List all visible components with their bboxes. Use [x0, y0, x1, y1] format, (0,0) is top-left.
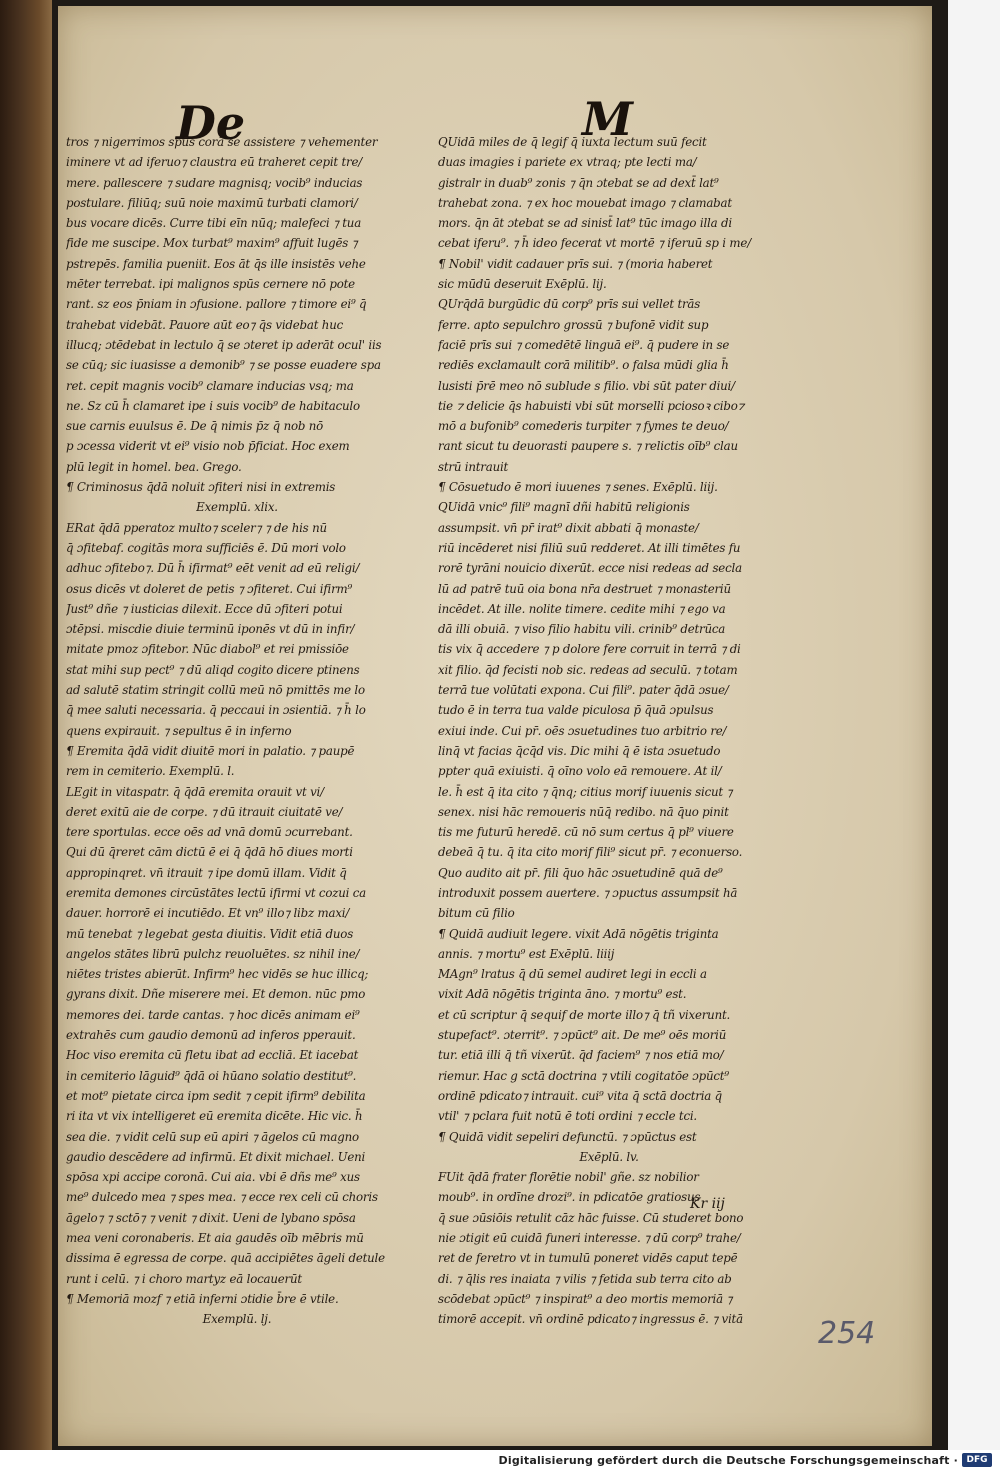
- text-line: ɔtēpsi. miscdie diuie terminū iponēs vt dū in infir/: [66, 622, 355, 637]
- text-line: gaudio descēdere ad infirmū. Et dixit michael. Ueni: [66, 1149, 366, 1164]
- text-line: ppter quā exiuisti. q̄ oīno volo eā remouere. At il/: [438, 764, 722, 779]
- text-line: Quo audito ait pr̄. fili q̄uo hāc ɔsuetudinē quā de⁹: [438, 865, 723, 880]
- text-line: mitate pmoz ɔfitebor. Nūc diabol⁹ et rei pmissiōe: [66, 642, 349, 657]
- text-line: vixit Adā nōgētis triginta āno. ⁊ mortu⁹ est.: [438, 987, 687, 1002]
- text-line: et cū scriptur q̄ sequif de morte illo⁊ q̄ tñ vixerunt.: [438, 1007, 731, 1022]
- text-line: rem in cemiterio. Exemplū. l.: [66, 764, 235, 779]
- text-line: angelos stātes librū pulchz reuoluētes. sz nihil ine/: [66, 946, 360, 961]
- text-line: plū legit in homel. bea. Grego.: [66, 459, 242, 474]
- text-line: trahebat zona. ⁊ ex hoc mouebat imago ⁊ clamabat: [438, 195, 732, 210]
- text-line: xit filio. q̄d fecisti nob sic. redeas ad seculū. ⁊ totam: [438, 662, 738, 677]
- text-line: riemur. Hac g sctā doctrina ⁊ vtili cogitatōe ɔpūct⁹: [438, 1068, 729, 1083]
- text-line: nie ɔtigit eū cuidā funeri interesse. ⁊ dū corp⁹ trahe/: [438, 1231, 741, 1246]
- text-line: sea die. ⁊ vidit celū sup eū apiri ⁊ āgelos cū magno: [66, 1129, 359, 1144]
- text-line: rant sicut tu deuorasti paupere s. ⁊ relictis oīb⁹ clau: [438, 439, 738, 454]
- text-line: appropinqret. vn̄ itrauit ⁊ ipe domū illam. Vidit q̄: [66, 865, 347, 880]
- text-line: fide me suscipe. Mox turbat⁹ maxim⁹ affuit lugēs ⁊: [66, 236, 358, 251]
- text-line: p ɔcessa viderit vt ei⁹ visio nob p̄ficiat. Hoc exem: [66, 439, 350, 454]
- text-line: me⁹ dulcedo mea ⁊ spes mea. ⁊ ecce rex celi cū choris: [66, 1190, 378, 1205]
- text-line: ordinē pdicato⁊ intrauit. cui⁹ vita q̄ sctā doctria q̄: [438, 1088, 723, 1103]
- text-line: moub⁹. in ordīne drozi⁹. in pdicatōe gratiosus: [438, 1190, 701, 1205]
- text-line: faciē prīs sui ⁊ comedētē linguā ei⁹. q̄ pudere in se: [438, 337, 730, 352]
- left-text-column: [66, 132, 408, 1330]
- footer-bar: [0, 1450, 1000, 1471]
- text-line: di. ⁊ q̄lis res inaiata ⁊ vilis ⁊ fetida sub terra cito ab: [438, 1271, 732, 1286]
- text-line: tros ⁊ nigerrimos spūs corā se assistere ⁊ vehementer: [66, 135, 378, 149]
- text-line: lū ad patrē tuū oia bona nr̄a destruet ⁊ monasteriū: [438, 581, 731, 596]
- text-line: quens expirauit. ⁊ sepultus ē in inferno: [66, 723, 292, 738]
- text-line: stupefact⁹. ɔterrit⁹. ⁊ ɔpūct⁹ ait. De me⁹ oēs moriū: [438, 1028, 727, 1043]
- text-line: FUit q̄dā frater florētie nobil' gñe. sz nobilior: [438, 1170, 699, 1185]
- text-line: mū tenebat ⁊ legebat gesta diuitis. Vidit etiā duos: [66, 926, 354, 941]
- text-line: annis. ⁊ mortu⁹ est Exēplū. liiij: [438, 946, 615, 961]
- text-line: vtil' ⁊ pclara fuit notū ē toti ordini ⁊ eccle tci.: [438, 1109, 697, 1124]
- text-line: QUidā miles de q̄ legif q̄ iuxta lectum suū fecit: [438, 135, 707, 149]
- text-line: ret de feretro vt in tumulū poneret vidēs caput tepē: [438, 1251, 738, 1266]
- right-text-column: [438, 132, 780, 1330]
- text-line: bitum cū filio: [438, 906, 515, 921]
- text-line: q̄ ɔfitebaf. cogitās mora sufficiēs ē. Dū mori volo: [66, 540, 346, 555]
- text-line: debeā q̄ tu. q̄ ita cito morif fili⁹ sicut pr̄. ⁊ econuerso.: [438, 845, 743, 860]
- text-line: pstrepēs. familia pueniit. Eos āt q̄s ille insistēs vehe: [66, 256, 366, 271]
- text-line: ¶ Criminosus q̄dā noluit ɔfiteri nisi in extremis: [66, 480, 336, 495]
- text-line: memores dei. tarde cantas. ⁊ hoc dicēs animam ei⁹: [66, 1007, 360, 1022]
- text-line: stat mihi sup pect⁹ ⁊ dū aliqd cogito dicere ptinens: [66, 662, 360, 677]
- text-line: ¶ Memoriā mozf ⁊ etiā inferni ɔtidie b̄re ē vtile.: [66, 1291, 339, 1306]
- text-line: et mot⁹ pietate circa ipm sedit ⁊ cepit ifirm⁹ debilita: [66, 1088, 366, 1103]
- text-line: ad salutē statim stringit collū meū nō pmittēs me lo: [66, 683, 365, 698]
- text-line: Exemplū. xlix.: [196, 500, 278, 515]
- footer-credit-text: Digitalisierung gefördert durch die Deutsche Forschungsgemeinschaft ·: [498, 1454, 958, 1467]
- text-line: scōdebat ɔpūct⁹ ⁊ inspirat⁹ a deo mortis memoriā ⁊: [438, 1291, 733, 1306]
- text-line: niētes tristes abierūt. Infirm⁹ hec vidēs se huc illicq;: [66, 967, 369, 982]
- header-left-letter: De: [176, 96, 246, 150]
- book-spine: [0, 0, 52, 1450]
- text-line: duas imagies i pariete ex vtraq; pte lecti ma/: [438, 155, 697, 170]
- text-line: senex. nisi hāc remoueris nūq̄ redibo. nā q̄uo pinit: [438, 804, 729, 819]
- text-line: QUrq̄dā burgūdic dū corp⁹ prīs sui vellet trās: [438, 297, 701, 312]
- text-line: rediēs exclamault corā militib⁹. o falsa mūdi glia h̄: [438, 358, 729, 373]
- signature-mark: Kr iij: [690, 1196, 725, 1212]
- text-line: LEgit in vitaspatr. q̄ q̄dā eremita orauit vt vi/: [66, 784, 324, 799]
- text-line: ¶ Nobil' vidit cadauer prīs sui. ⁊ (moria haberet: [438, 256, 713, 271]
- text-line: ferre. apto sepulchro grossū ⁊ bufonē vidit sup: [438, 317, 709, 332]
- text-line: ¶ Quidā audiuit legere. vixit Adā nōgētis triginta: [438, 926, 719, 941]
- handwritten-folio-number: 254: [818, 1316, 876, 1351]
- text-line: dissima ē egressa de corpe. quā accipiētes āgeli detule: [66, 1251, 385, 1266]
- text-line: in cemiterio lāguid⁹ q̄dā oi hūano solatio destitut⁹.: [66, 1068, 357, 1083]
- text-line: adhuc ɔfitebo⁊. Dū h̄ ifirmat⁹ eēt venit ad eū religi/: [66, 561, 360, 576]
- text-line: Exemplū. lj.: [202, 1312, 272, 1327]
- text-line: dauer. horrorē ei incutiēdo. Et vn⁹ illo⁊ libz maxi/: [66, 906, 350, 921]
- text-line: terrā tue volūtati expona. Cui fili⁹. pater q̄dā ɔsue/: [438, 683, 729, 698]
- text-line: ret. cepit magnis vocib⁹ clamare inducias vsq; ma: [66, 378, 354, 393]
- text-line: mō a bufonib⁹ comederis turpiter ⁊ fymes te deuo/: [438, 419, 729, 434]
- text-line: cebat iferu⁹. ⁊ h̄ ideo fecerat vt mortē ⁊ iferuū sp i me/: [438, 236, 751, 251]
- text-line: ri ita vt vix intelligeret eū eremita dicēte. Hic vic. h̄: [66, 1109, 363, 1124]
- text-line: ¶ Cōsuetudo ē mori iuuenes ⁊ senes. Exēplū. liij.: [438, 480, 718, 495]
- text-line: tie ⁊ delicie q̄s habuisti vbi sūt morselli pciosoꝛ cibo⁊: [438, 398, 745, 413]
- text-line: riū incēderet nisi filiū suū redderet. At illi timētes fu: [438, 540, 741, 555]
- text-line: dā illi obuiā. ⁊ viso filio habitu vili. crinib⁹ detrūca: [438, 622, 726, 637]
- text-line: se cūq; sic iuasisse a demonib⁹ ⁊ se posse euadere spa: [66, 358, 381, 373]
- header-right-letter: M: [582, 92, 633, 146]
- text-line: mēter terrebat. ipi malignos spūs cernere nō pote: [66, 277, 355, 292]
- text-line: illucq; ɔtēdebat in lectulo q̄ se ɔteret ip aderāt ocul' iis: [66, 337, 382, 352]
- text-line: QUidā vnic⁹ fili⁹ magnī dñi habitū religionis: [438, 500, 690, 515]
- text-line: timorē accepit. vn̄ ordinē pdicato⁊ ingressus ē. ⁊ vitā: [438, 1312, 743, 1327]
- text-line: extrahēs cum gaudio demonū ad inferos pperauit.: [66, 1028, 356, 1043]
- text-line: sue carnis euulsus ē. De q̄ nimis p̄z q̄ nob nō: [66, 419, 324, 434]
- text-line: q̄ mee saluti necessaria. q̄ peccaui in ɔsientiā. ⁊ h̄ lo: [66, 703, 366, 718]
- text-line: runt i celū. ⁊ i choro martyz eā locauerūt: [66, 1271, 302, 1286]
- text-line: MAgn⁹ lratus q̄ dū semel audiret legi in eccli a: [438, 967, 707, 982]
- text-line: introduxit possem auertere. ⁊ ɔpuctus assumpsit hā: [438, 885, 738, 900]
- text-line: rorē tyrāni nouicio dixerūt. ecce nisi redeas ad secla: [438, 561, 742, 576]
- text-line: tere sportulas. ecce oēs ad vnā domū ɔcurrebant.: [66, 825, 353, 840]
- text-line: lusisti p̄rē meo nō sublude s filio. vbi sūt pater diui/: [438, 378, 735, 393]
- text-line: āgelo⁊ ⁊ sctō⁊ ⁊ venit ⁊ dixit. Ueni de lybano spōsa: [66, 1210, 356, 1225]
- text-line: eremita demones circūstātes lectū ifirmi vt cozui ca: [66, 885, 367, 900]
- text-line: tur. etiā illi q̄ tñ vixerūt. q̄d faciem⁹ ⁊ nos etiā mo/: [438, 1048, 724, 1063]
- text-line: deret exitū aie de corpe. ⁊ dū itrauit ciuitatē ve/: [66, 804, 343, 819]
- viewer-margin: [948, 0, 1000, 1450]
- text-line: mors. q̄n āt ɔtebat se ad sinist̄ lat⁹ tūc imago illa di: [438, 216, 732, 231]
- text-line: rant. sz eos p̄niam in ɔfusione. pallore ⁊ timore ei⁹ q̄: [66, 297, 367, 312]
- text-line: exiui inde. Cui pr̄. oēs ɔsuetudines tuo arbitrio re/: [438, 723, 727, 738]
- text-line: q̄ sue ɔūsiōis retulit cāz hāc fuisse. Cū studeret bono: [438, 1210, 744, 1225]
- text-line: assumpsit. vn̄ pr̄ irat⁹ dixit abbati q̄ monaste/: [438, 520, 699, 535]
- text-line: ne. Sz cū h̄ clamaret ipe i suis vocib⁹ de habitaculo: [66, 398, 360, 413]
- text-line: tis me futurū heredē. cū nō sum certus q̄ pl⁹ viuere: [438, 825, 734, 840]
- text-line: tis vix q̄ accedere ⁊ p dolore fere corruit in terrā ⁊ di: [438, 642, 741, 657]
- text-line: Qui dū q̄reret cām dictū ē ei q̄ q̄dā hō diues morti: [66, 845, 353, 860]
- text-line: iminere vt ad iferuo⁊ claustra eū traheret cepit tre/: [66, 155, 363, 170]
- text-line: bus vocare dicēs. Curre tibi eīn nūq; malefeci ⁊ tua: [66, 216, 362, 231]
- text-line: Hoc viso eremita cū fletu ibat ad eccliā. Et iacebat: [66, 1048, 359, 1063]
- text-line: spōsa xpi accipe coronā. Cui aia. vbi ē dñs me⁹ xus: [66, 1170, 360, 1185]
- text-line: postulare. filiūq; suū noie maximū turbati clamori/: [66, 195, 358, 210]
- text-line: trahebat videbāt. Pauore aūt eo⁊ q̄s videbat huc: [66, 317, 343, 332]
- text-line: Just⁹ dñe ⁊ iusticias dilexit. Ecce dū ɔfiteri potui: [66, 601, 343, 616]
- text-line: strū intrauit: [438, 459, 509, 474]
- text-line: osus dicēs vt doleret de petis ⁊ ɔfiteret. Cui ifirm⁹: [66, 581, 353, 596]
- text-line: mere. pallescere ⁊ sudare magnisq; vocib⁹ inducias: [66, 175, 363, 190]
- text-line: linq̄ vt facias q̄cq̄d vis. Dic mihi q̄ ē ista ɔsuetudo: [438, 743, 721, 758]
- text-line: Exēplū. lv.: [579, 1149, 639, 1164]
- text-line: gistralr in duab⁹ zonis ⁊ q̄n ɔtebat se ad dext̄ lat⁹: [438, 175, 719, 190]
- text-line: incēdet. At ille. nolite timere. cedite mihi ⁊ ego va: [438, 601, 726, 616]
- text-line: le. h̄ est q̄ ita cito ⁊ q̄nq; citius morif iuuenis sicut ⁊: [438, 784, 733, 799]
- text-line: ERat q̄dā pperatoz multo⁊ sceler⁊ ⁊ de his nū: [66, 520, 327, 535]
- text-line: ¶ Quidā vidit sepeliri defunctū. ⁊ ɔpūctus est: [438, 1129, 697, 1144]
- text-line: mea veni coronaberis. Et aia gaudēs oīb mēbris mū: [66, 1231, 364, 1246]
- text-line: ¶ Eremita q̄dā vidit diuitē mori in palatio. ⁊ paupē: [66, 743, 355, 758]
- text-line: gyrans dixit. Dñe miserere mei. Et demon. nūc pmo: [66, 987, 366, 1002]
- dfg-logo: DFG: [962, 1453, 992, 1467]
- text-line: tudo ē in terra tua valde piculosa p̄ q̄uā ɔpulsus: [438, 703, 714, 718]
- text-line: sic mūdū deseruit Exēplū. lij.: [438, 277, 607, 292]
